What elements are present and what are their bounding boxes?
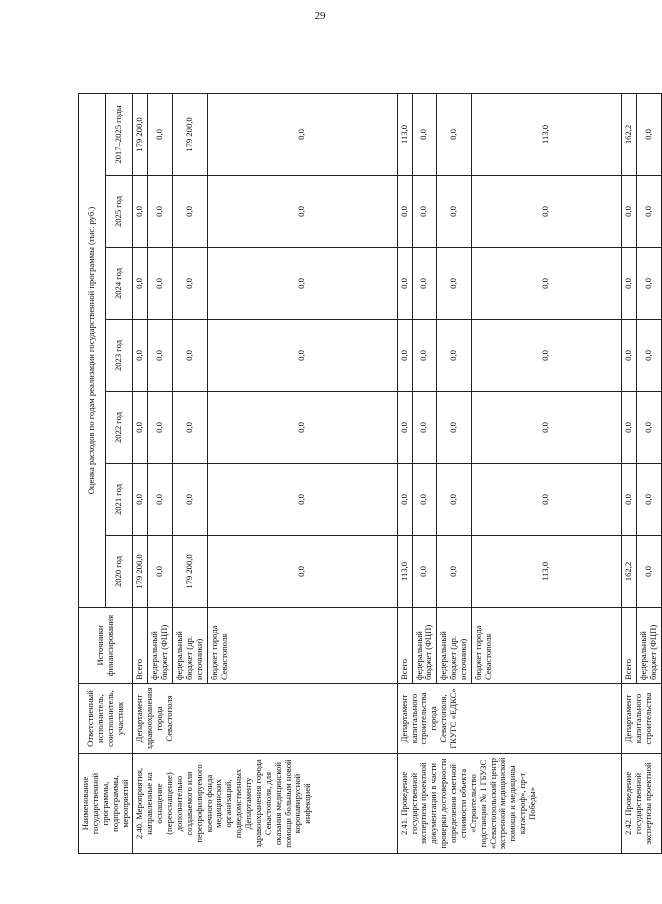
value-cell: 0,0 [397, 464, 412, 536]
value-cell: 0,0 [471, 392, 621, 464]
header-year: 2020 год [106, 536, 133, 608]
value-cell: 0,0 [173, 392, 208, 464]
value-cell: 0,0 [148, 94, 173, 176]
value-cell: 0,0 [636, 464, 661, 536]
value-cell: 0,0 [173, 176, 208, 248]
value-cell: 0,0 [621, 392, 636, 464]
header-year: 2021 год [106, 464, 133, 536]
value-cell: 113,0 [397, 94, 412, 176]
value-cell: 0,0 [636, 176, 661, 248]
budget-table-sheet [78, 94, 658, 854]
table-row [621, 94, 636, 854]
value-cell: 0,0 [471, 248, 621, 320]
value-cell: 0,0 [133, 248, 148, 320]
value-cell: 0,0 [173, 248, 208, 320]
value-cell: 0,0 [173, 320, 208, 392]
table-row [133, 94, 148, 854]
value-cell: 0,0 [621, 176, 636, 248]
page-number: 29 [314, 10, 326, 22]
header-year: 2023 год [106, 320, 133, 392]
value-cell: 0,0 [471, 176, 621, 248]
value-cell: 0,0 [148, 392, 173, 464]
value-cell: 0,0 [437, 320, 472, 392]
value-cell: 0,0 [437, 94, 472, 176]
value-cell: 0,0 [636, 94, 661, 176]
value-cell: 0,0 [133, 320, 148, 392]
value-cell: 0,0 [207, 464, 397, 536]
value-cell: 0,0 [148, 536, 173, 608]
source-label: федеральный бюджет (ФЦП) [412, 608, 437, 684]
value-cell: 113,0 [471, 536, 621, 608]
value-cell: 0,0 [148, 320, 173, 392]
value-cell: 0,0 [207, 248, 397, 320]
source-label: Всего [397, 608, 412, 684]
value-cell: 0,0 [412, 320, 437, 392]
source-label: федеральный бюджет (ФЦП) [636, 608, 661, 684]
value-cell: 0,0 [437, 536, 472, 608]
value-cell: 0,0 [412, 536, 437, 608]
header-year: 2024 год [106, 248, 133, 320]
value-cell: 0,0 [397, 392, 412, 464]
value-cell: 0,0 [133, 464, 148, 536]
header-year: 2025 год [106, 176, 133, 248]
source-label: федеральный бюджет (др. источники) [173, 608, 208, 684]
source-label: Всего [621, 608, 636, 684]
header-sources: Источники финансирования [79, 608, 133, 684]
header-name: Наименование государственной программы, подпрограммы, мероприятий [79, 754, 133, 854]
value-cell: 0,0 [412, 464, 437, 536]
value-cell: 0,0 [148, 176, 173, 248]
header-year: 2022 год [106, 392, 133, 464]
value-cell: 0,0 [412, 94, 437, 176]
measure-executor: Департамент капитального строительства города Севастополя, ГКУГС «ЕДКС» [397, 684, 621, 754]
value-cell: 0,0 [636, 392, 661, 464]
source-label: бюджет города Севастополя [471, 608, 621, 684]
value-cell: 0,0 [412, 392, 437, 464]
measure-name: 2.42. Проведение государственной экспертизы проектной [621, 754, 661, 854]
source-label: федеральный бюджет (ФЦП) [148, 608, 173, 684]
value-cell: 113,0 [397, 536, 412, 608]
value-cell: 179 200,0 [133, 536, 148, 608]
value-cell: 0,0 [621, 320, 636, 392]
value-cell: 0,0 [471, 320, 621, 392]
value-cell: 179 200,0 [173, 94, 208, 176]
value-cell: 0,0 [397, 248, 412, 320]
budget-table [78, 93, 662, 854]
value-cell: 0,0 [133, 176, 148, 248]
source-label: бюджет города Севастополя [207, 608, 397, 684]
value-cell: 0,0 [412, 248, 437, 320]
value-cell: 0,0 [636, 248, 661, 320]
measure-executor: Департамент здравоохранения города Севастополя [133, 684, 397, 754]
header-executor: Ответственный исполнитель, соисполнитель, участник [79, 684, 133, 754]
value-cell: 0,0 [437, 248, 472, 320]
measure-name: 2.40. Мероприятия, направленные на оснащение (переоснащение) дополнительно создаваемого или перепрофилируемого коечного фонда медицинских организаций, подведомственных Департаменту здравоохранения города Севастополя, для оказания медицинской помощи больным новой коронавирусной инфекцией [133, 754, 397, 854]
value-cell: 0,0 [397, 176, 412, 248]
value-cell: 0,0 [207, 536, 397, 608]
value-cell: 0,0 [471, 464, 621, 536]
value-cell: 0,0 [621, 464, 636, 536]
value-cell: 179 200,0 [173, 536, 208, 608]
value-cell: 0,0 [636, 320, 661, 392]
source-label: федеральный бюджет (др. источники) [437, 608, 472, 684]
measure-name: 2.41. Проведение государственной экспертизы проектной документации в части проверки достоверности определения сметной стоимости объекта «Строительство подстанции № 1 ГБУЗС «Севастопольский центр экстренной медицинской помощи и медицины катастроф», пр-т Победы» [397, 754, 621, 854]
value-cell: 0,0 [207, 94, 397, 176]
value-cell: 0,0 [621, 248, 636, 320]
value-cell: 0,0 [207, 392, 397, 464]
value-cell: 0,0 [636, 536, 661, 608]
value-cell: 0,0 [173, 464, 208, 536]
value-cell: 162,2 [621, 536, 636, 608]
table-row [397, 94, 412, 854]
value-cell: 0,0 [207, 176, 397, 248]
value-cell: 0,0 [133, 392, 148, 464]
header-year: 2017–2025 годы [106, 94, 133, 176]
measure-executor: Департамент капитального строительства [621, 684, 661, 754]
header-estimate: Оценка расходов по годам реализации государственной программы (тыс. руб.) [79, 94, 106, 608]
value-cell: 0,0 [397, 320, 412, 392]
value-cell: 0,0 [437, 464, 472, 536]
value-cell: 0,0 [207, 320, 397, 392]
value-cell: 179 200,0 [133, 94, 148, 176]
value-cell: 0,0 [148, 248, 173, 320]
value-cell: 113,0 [471, 94, 621, 176]
value-cell: 162,2 [621, 94, 636, 176]
value-cell: 0,0 [148, 464, 173, 536]
value-cell: 0,0 [437, 392, 472, 464]
source-label: Всего [133, 608, 148, 684]
value-cell: 0,0 [412, 176, 437, 248]
value-cell: 0,0 [437, 176, 472, 248]
